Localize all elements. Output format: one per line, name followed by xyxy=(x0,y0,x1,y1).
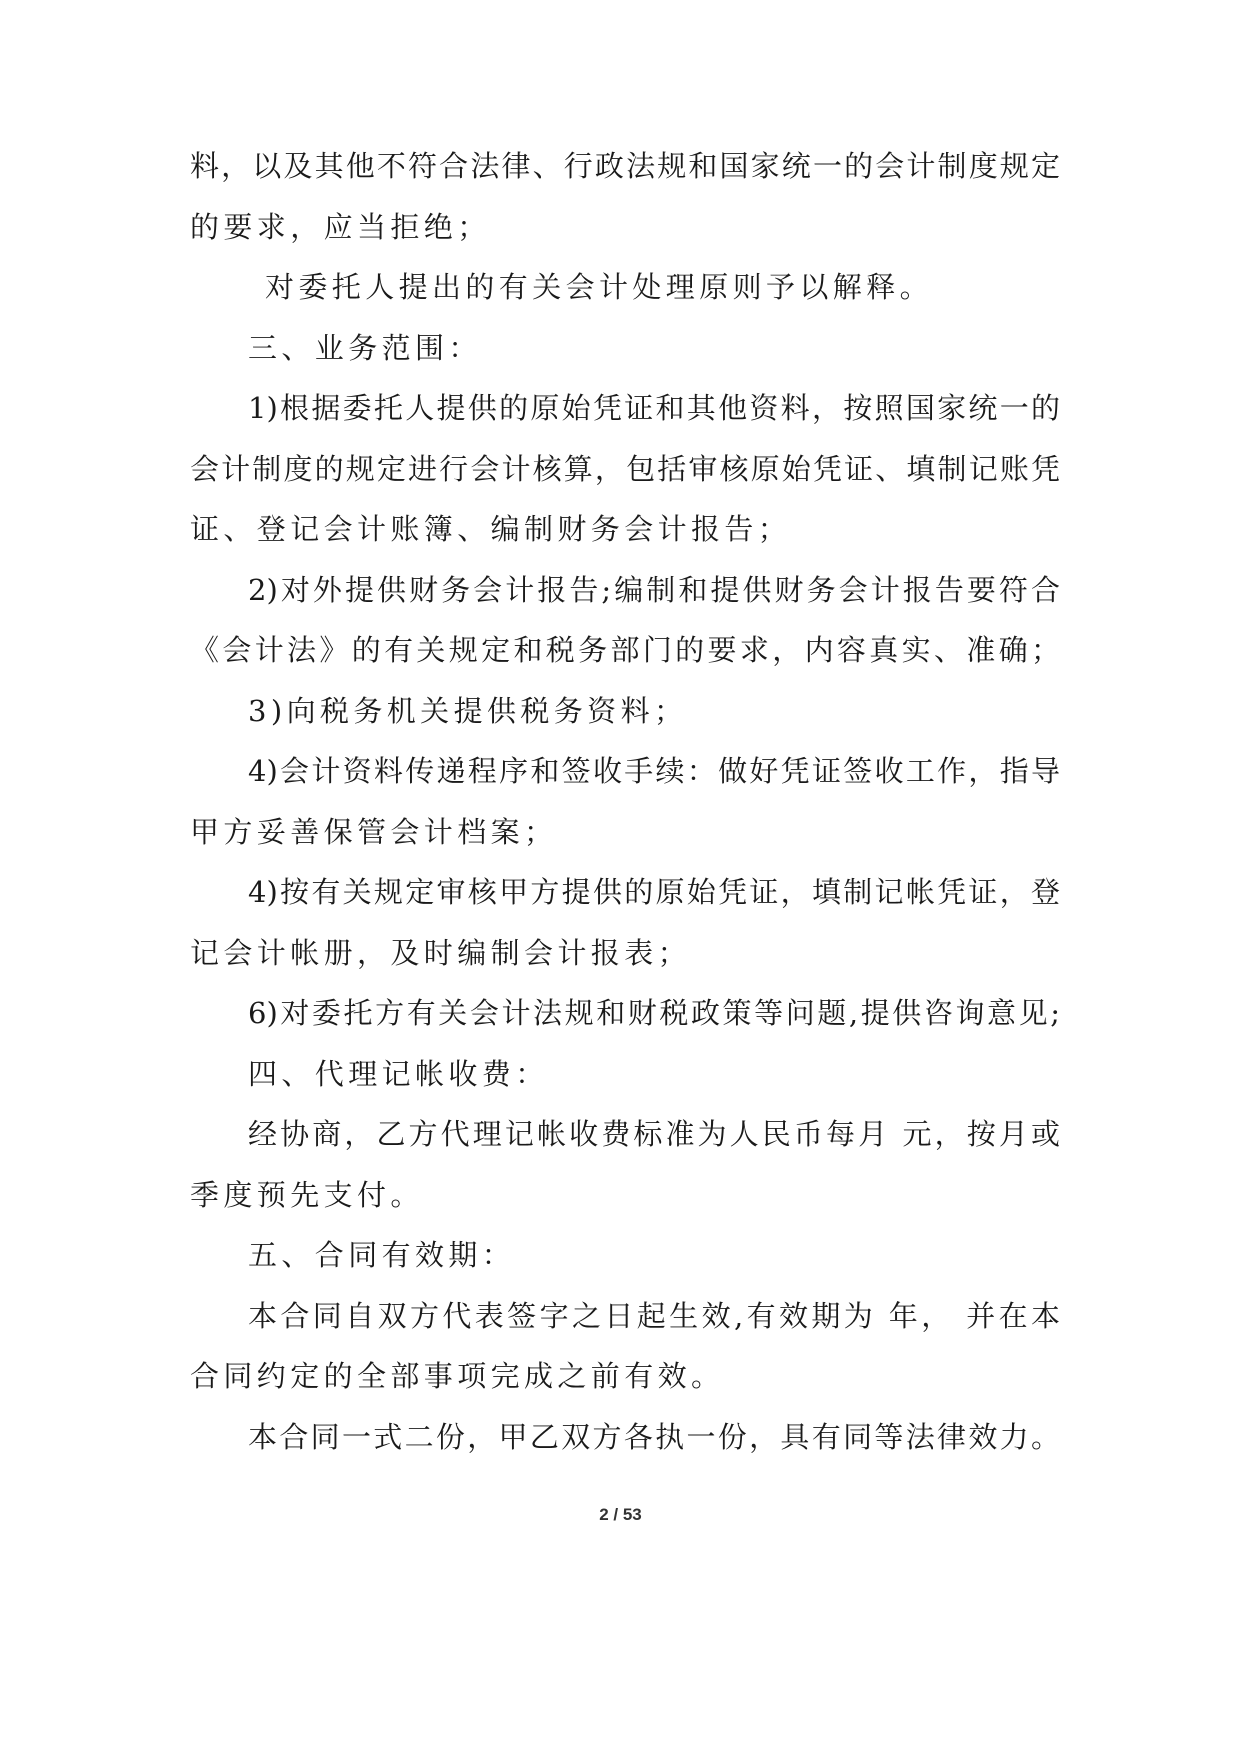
text-line: 证、登记会计账簿、编制财务会计报告； xyxy=(190,512,792,546)
section-heading: 五、合同有效期： xyxy=(248,1238,516,1272)
text-line: 2)对外提供财务会计报告;编制和提供财务会计报告要符合 xyxy=(248,573,1060,607)
text-line: 本合同自双方代表签字之日起生效,有效期为 年， 并在本 xyxy=(248,1299,1060,1333)
text-line: 合同约定的全部事项完成之前有效。 xyxy=(190,1359,725,1393)
text-line: 甲方妥善保管会计档案； xyxy=(190,815,558,849)
text-line: 季度预先支付。 xyxy=(190,1178,424,1212)
section-heading: 三、业务范围： xyxy=(248,331,482,365)
text-line: 本合同一式二份，甲乙双方各执一份，具有同等法律效力。 xyxy=(248,1420,1060,1454)
text-line: 会计制度的规定进行会计核算，包括审核原始凭证、填制记账凭 xyxy=(190,452,1060,486)
section-heading: 四、代理记帐收费： xyxy=(248,1057,549,1091)
text-line: 3)向税务机关提供税务资料； xyxy=(248,694,688,728)
text-line: 4)会计资料传递程序和签收手续：做好凭证签收工作，指导 xyxy=(248,754,1060,788)
text-line: 料，以及其他不符合法律、行政法规和国家统一的会计制度规定 xyxy=(190,149,1060,183)
text-line: 经协商，乙方代理记帐收费标准为人民币每月 元，按月或 xyxy=(248,1117,1060,1151)
text-line: 《会计法》的有关规定和税务部门的要求，内容真实、准确； xyxy=(190,633,1060,667)
text-line: 4)按有关规定审核甲方提供的原始凭证，填制记帐凭证，登 xyxy=(248,875,1060,909)
text-line: 1)根据委托人提供的原始凭证和其他资料，按照国家统一的 xyxy=(248,391,1060,425)
text-line: 的要求，应当拒绝； xyxy=(190,210,491,244)
page-number: 2 / 53 xyxy=(599,1505,642,1524)
text-line: 对委托人提出的有关会计处理原则予以解释。 xyxy=(265,270,934,304)
text-line: 6)对委托方有关会计法规和财税政策等问题,提供咨询意见; xyxy=(248,996,1060,1030)
text-line: 记会计帐册，及时编制会计报表； xyxy=(190,936,692,970)
